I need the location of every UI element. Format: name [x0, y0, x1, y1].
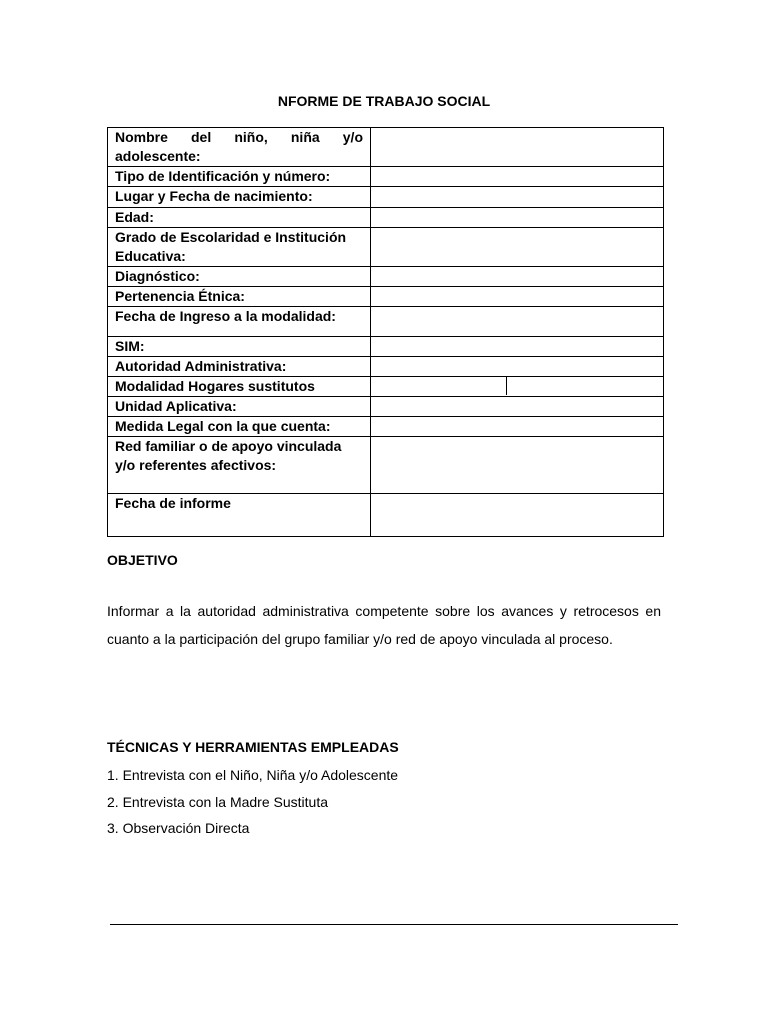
label-autoridad-administrativa: Autoridad Administrativa: [108, 357, 371, 377]
value-edad[interactable] [371, 208, 664, 228]
footer-divider [110, 924, 678, 925]
label-red-familiar: Red familiar o de apoyo vinculada y/o referentes afectivos: [108, 437, 371, 494]
document-title: NFORME DE TRABAJO SOCIAL [277, 93, 491, 109]
value-modalidad-right-cell[interactable] [507, 377, 663, 395]
label-fecha-ingreso: Fecha de Ingreso a la modalidad: [108, 307, 371, 337]
table-row [108, 377, 664, 397]
techniques-list [107, 762, 398, 842]
label-nombre: Nombre del niño, niña y/o adolescente: [108, 128, 371, 167]
table-row [108, 357, 664, 377]
table-row [108, 267, 664, 287]
table-row [108, 417, 664, 437]
value-modalidad [371, 377, 664, 397]
value-nombre[interactable] [371, 128, 664, 167]
objective-heading: OBJETIVO [107, 552, 178, 568]
table-row [108, 437, 664, 494]
list-item: 2. Entrevista con la Madre Sustituta [107, 793, 328, 810]
value-pertenencia-etnica[interactable] [371, 287, 664, 307]
info-table [107, 127, 664, 537]
label-medida-legal: Medida Legal con la que cuenta: [108, 417, 371, 437]
value-escolaridad[interactable] [371, 228, 664, 267]
value-fecha-ingreso[interactable] [371, 307, 664, 337]
list-item: 3. Observación Directa [107, 820, 250, 836]
table-row [108, 208, 664, 228]
table-row [108, 287, 664, 307]
label-unidad-aplicativa: Unidad Aplicativa: [108, 397, 371, 417]
value-diagnostico[interactable] [371, 267, 664, 287]
label-lugar-fecha-nacimiento: Lugar y Fecha de nacimiento: [108, 187, 371, 208]
table-row [108, 167, 664, 187]
label-modalidad: Modalidad Hogares sustitutos [108, 377, 371, 397]
table-row [108, 397, 664, 417]
table-row [108, 307, 664, 337]
label-escolaridad: Grado de Escolaridad e Institución Educativa: [108, 228, 371, 267]
table-row [108, 187, 664, 208]
label-edad: Edad: [108, 208, 371, 228]
table-row [108, 228, 664, 267]
value-red-familiar[interactable] [371, 437, 664, 494]
value-autoridad-administrativa[interactable] [371, 357, 664, 377]
label-pertenencia-etnica: Pertenencia Étnica: [108, 287, 371, 307]
value-sim[interactable] [371, 337, 664, 357]
list-item: 1. Entrevista con el Niño, Niña y/o Adolescente [107, 767, 399, 783]
label-diagnostico: Diagnóstico: [108, 267, 371, 287]
objective-text: Informar a la autoridad administrativa competente sobre los avances y retrocesos en cuanto a la participación del grupo familiar y/o red de apoyo vinculada al proceso. [107, 603, 661, 647]
table-row [108, 128, 664, 167]
label-sim: SIM: [108, 337, 371, 357]
value-modalidad-left-cell[interactable] [371, 377, 507, 395]
value-tipo-identificacion[interactable] [371, 167, 664, 187]
label-fecha-informe: Fecha de informe [108, 494, 371, 537]
value-fecha-informe[interactable] [371, 494, 664, 537]
value-unidad-aplicativa[interactable] [371, 397, 664, 417]
table-row [108, 494, 664, 537]
value-lugar-fecha-nacimiento[interactable] [371, 187, 664, 208]
label-tipo-identificacion: Tipo de Identificación y número: [108, 167, 371, 187]
techniques-heading: TÉCNICAS Y HERRAMIENTAS EMPLEADAS [107, 739, 399, 755]
table-row [108, 337, 664, 357]
value-medida-legal[interactable] [371, 417, 664, 437]
